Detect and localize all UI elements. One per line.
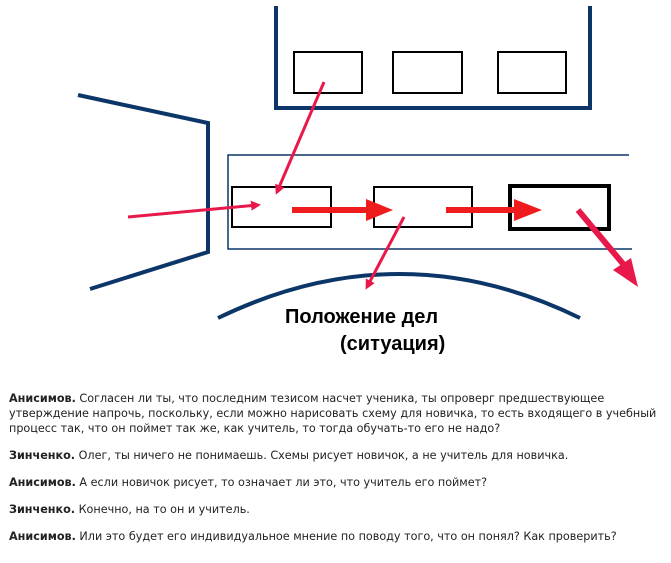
top-box-2: [393, 52, 462, 93]
speaker-name: Зинченко.: [9, 449, 76, 462]
arrow-top-to-box1: [277, 82, 324, 192]
turn-text: А если новичок рисует, то означает ли это, что учитель его поймет?: [79, 476, 488, 489]
top-box-3: [498, 52, 566, 93]
diagram-caption-title: Положение дел: [285, 306, 439, 328]
top-box-1: [294, 52, 362, 93]
left-bracket-outline: [78, 95, 208, 289]
speaker-name: Анисимов.: [9, 392, 76, 405]
dialogue-turn: [9, 448, 659, 463]
dialogue-turn: [9, 475, 659, 490]
turn-text: Конечно, на то он и учитель.: [78, 503, 250, 516]
turn-text: Или это будет его индивидуальное мнение по поводу того, что он понял? Как проверить?: [79, 530, 617, 543]
dialogue-turn: [9, 502, 659, 517]
speaker-name: Анисимов.: [9, 476, 76, 489]
dialogue-turn: [9, 391, 659, 436]
speaker-name: Анисимов.: [9, 530, 76, 543]
diagram-caption-subtitle: (ситуация): [340, 333, 446, 355]
turn-text: Согласен ли ты, что последним тезисом насчет ученика, ты опроверг предшествующее утверждение напрочь, поскольку, если можно нарисовать схему для новичка, то есть входящего в учебный процесс так, что он поймет так же, как учитель, то тогда обучать-то его не надо?: [9, 392, 657, 435]
speaker-name: Зинченко.: [9, 503, 76, 516]
dialogue-turn: [9, 529, 659, 544]
turn-text: Олег, ты ничего не понимаешь. Схемы рисует новичок, а не учитель для новичка.: [78, 449, 569, 462]
dialogue-transcript: [9, 391, 659, 556]
